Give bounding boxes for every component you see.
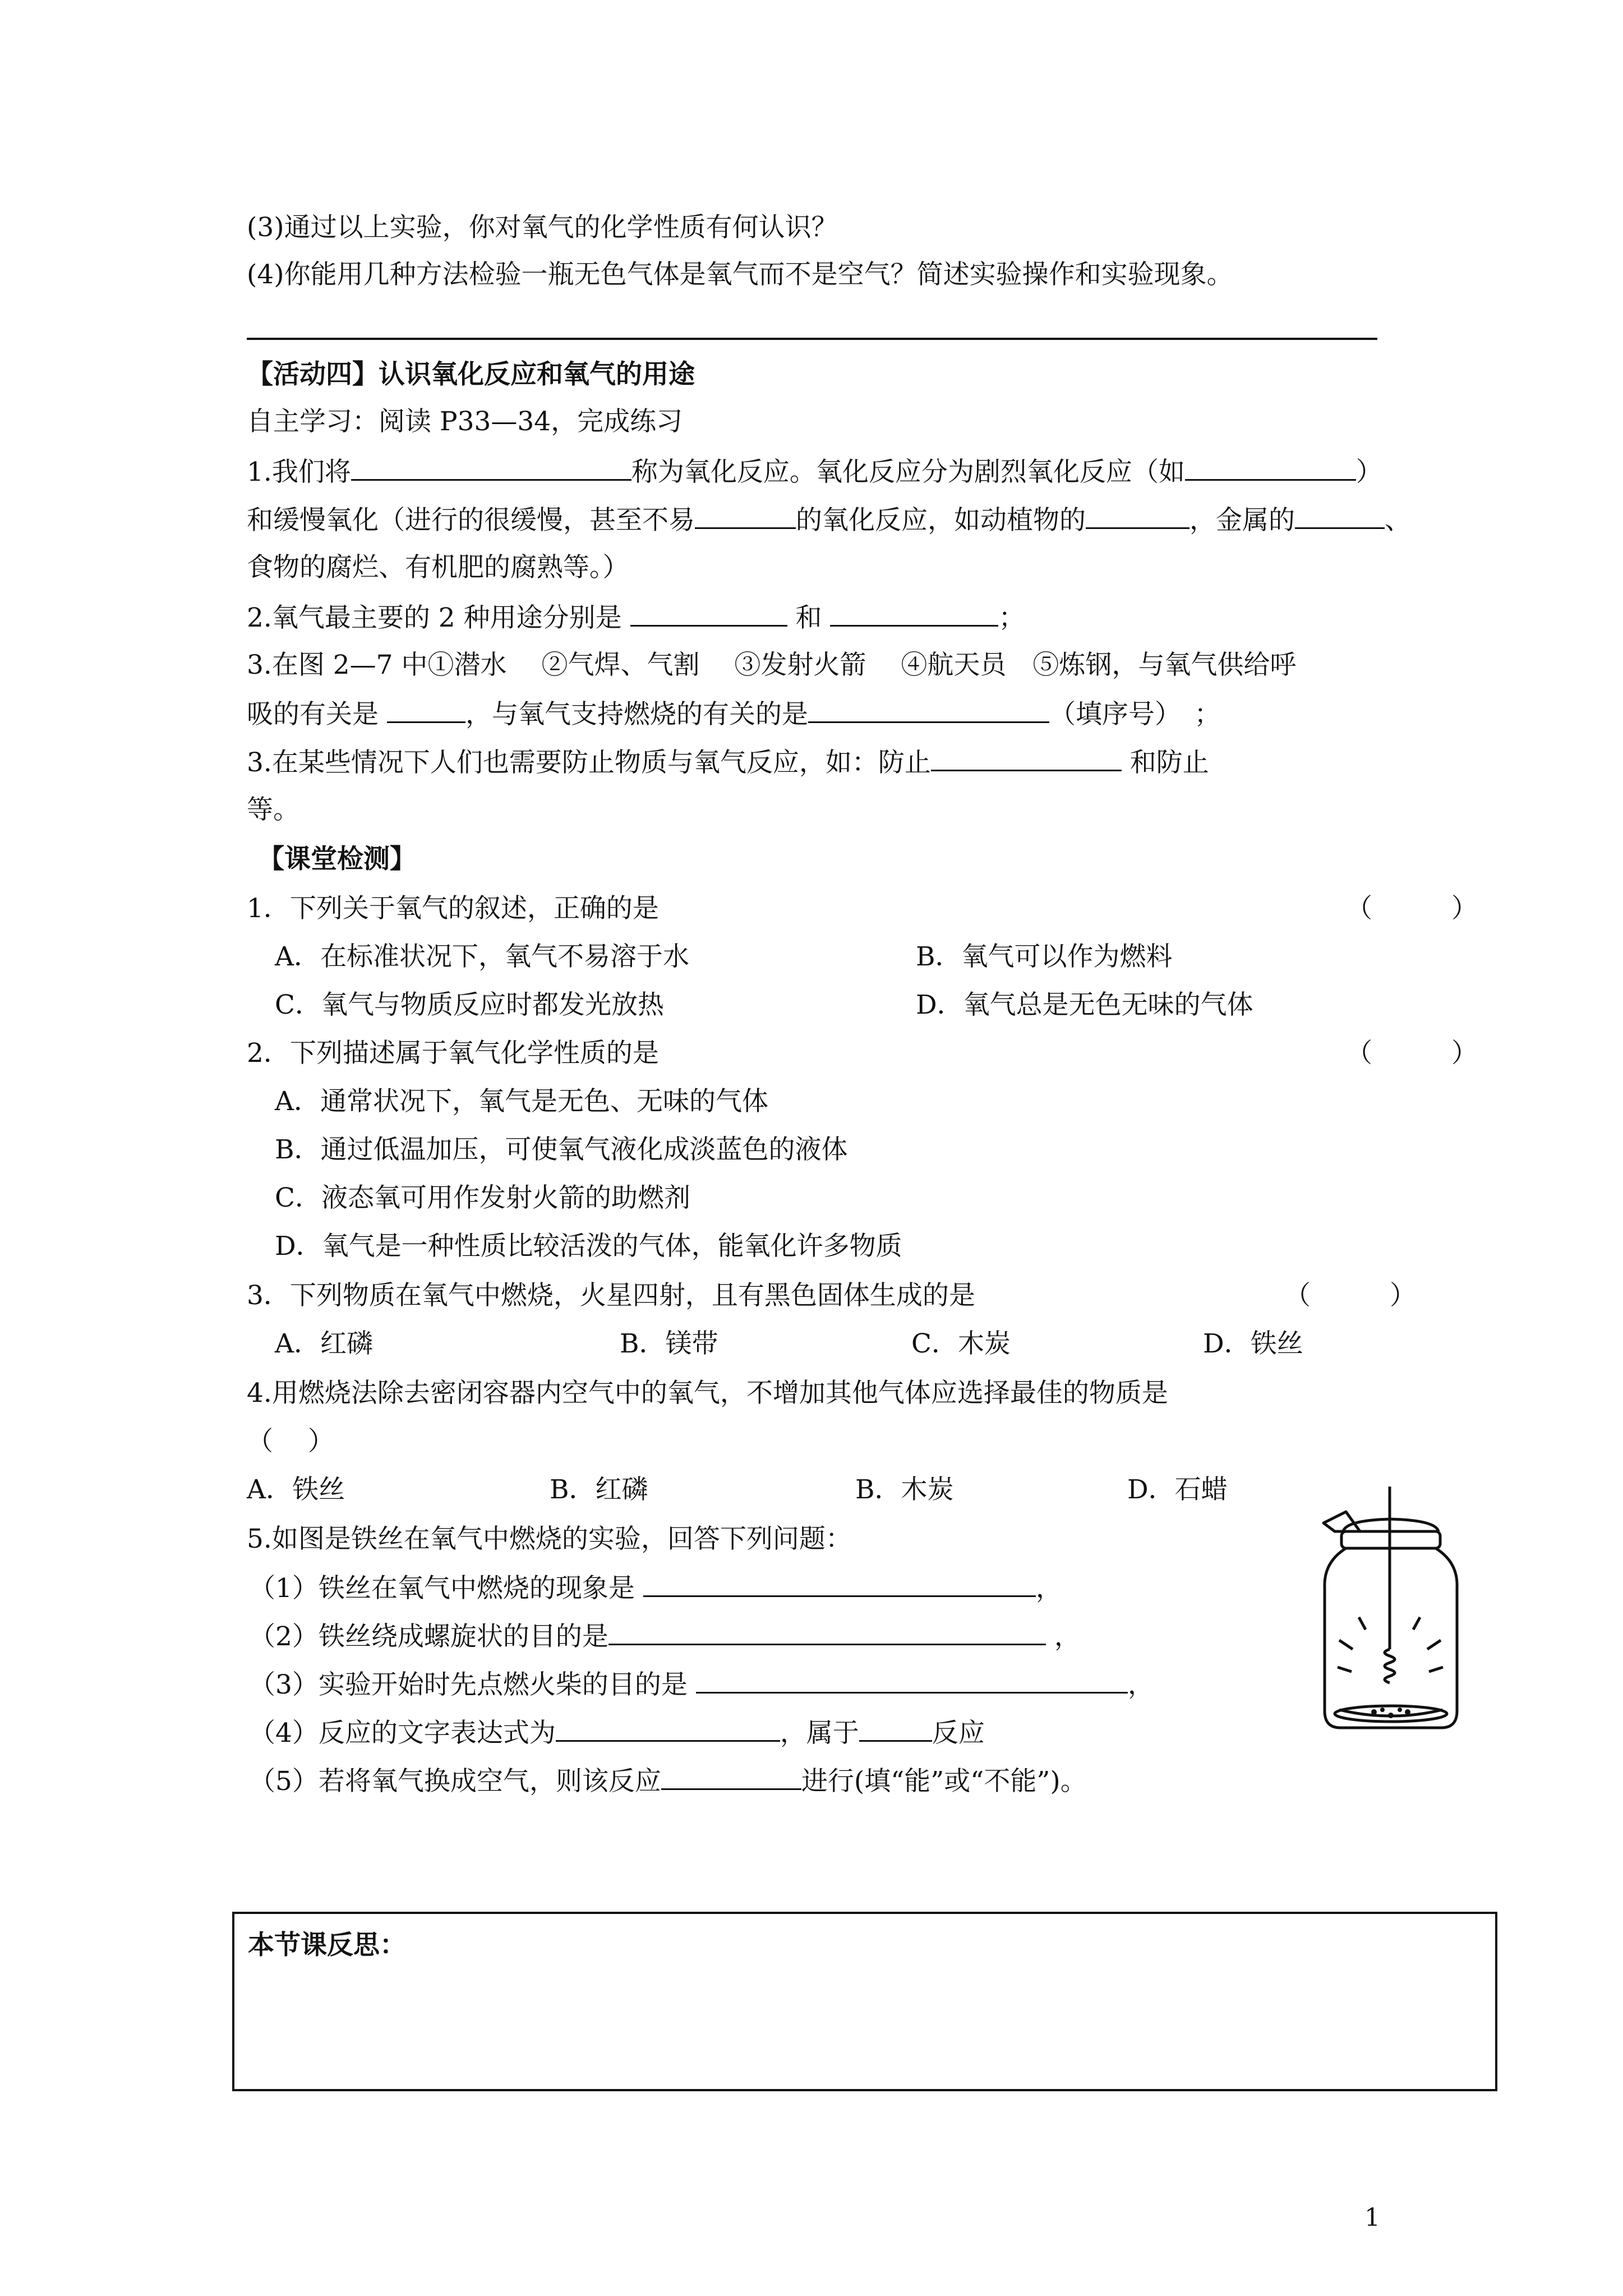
check-q1-option-c: C．氧气与物质反应时都发光放热	[275, 990, 664, 1020]
blank[interactable]	[556, 1715, 780, 1742]
text: 3.在某些情况下人们也需要防止物质与氧气反应，如：防止	[247, 747, 931, 778]
text: ；	[998, 602, 1025, 633]
exercise-4-line-2: 等。	[247, 794, 299, 825]
class-check-title: 【课堂检测】	[258, 844, 416, 875]
blank[interactable]	[1295, 503, 1385, 529]
text: 和缓慢氧化（进行的很缓慢，甚至不易	[247, 505, 695, 536]
blank[interactable]	[830, 600, 998, 627]
text: ，	[1054, 1621, 1081, 1652]
exercise-3-line-2	[247, 697, 1220, 731]
text: ，与氧气支持燃烧的有关的是	[465, 699, 808, 730]
blank[interactable]	[351, 454, 631, 481]
blank[interactable]	[859, 1715, 932, 1742]
check-q5-part-4	[249, 1715, 985, 1750]
check-q3-option-b: B．镁带	[620, 1328, 718, 1359]
text: ，	[1127, 1669, 1154, 1700]
blank[interactable]	[1086, 503, 1189, 529]
text: 反应	[932, 1718, 985, 1749]
reflection-title: 本节课反思：	[248, 1930, 406, 1961]
question-3: (3)通过以上实验，你对氧气的化学性质有何认识？	[247, 212, 838, 243]
check-q1-option-b: B．氧气可以作为燃料	[916, 941, 1173, 972]
text: 的氧化反应，如动植物的	[796, 505, 1086, 536]
blank[interactable]	[643, 1571, 1036, 1597]
text: （2）铁丝绕成螺旋状的目的是	[249, 1621, 608, 1652]
question-4: (4)你能用几种方法检验一瓶无色气体是氧气而不是空气？简述实验操作和实验现象。	[247, 259, 1233, 290]
blank[interactable]	[1185, 454, 1356, 481]
blank[interactable]	[661, 1764, 801, 1790]
check-q2-option-d: D．氧气是一种性质比较活泼的气体，能氧化许多物质	[275, 1231, 902, 1262]
blank[interactable]	[696, 1667, 1128, 1694]
text: （填序号） ；	[1049, 699, 1221, 730]
exercise-3-line-1: 3.在图 2—7 中①潜水 ②气焊、气割 ③发射火箭 ④航天员 ⑤炼钢，与氧气供给呼	[247, 650, 1297, 680]
check-q4-option-a: A．铁丝	[247, 1474, 345, 1505]
reflection-box[interactable]	[232, 1912, 1497, 2091]
blank[interactable]	[630, 600, 787, 627]
text: 进行(填“能”或“不能”)。	[801, 1766, 1087, 1797]
blank[interactable]	[931, 745, 1122, 771]
check-q5-part-2	[249, 1619, 1081, 1654]
check-q4: 4.用燃烧法除去密闭容器内空气中的氧气，不增加其他气体应选择最佳的物质是	[247, 1378, 1168, 1409]
answer-paren[interactable]: （ ）	[1284, 1280, 1416, 1311]
text: ，金属的	[1189, 505, 1295, 536]
blank[interactable]	[608, 1619, 1046, 1645]
text: （3）实验开始时先点燃火柴的目的是	[249, 1669, 688, 1700]
check-q5-part-1	[249, 1571, 1062, 1605]
text: （4）反应的文字表达式为	[249, 1718, 556, 1749]
answer-paren[interactable]: （ ）	[1346, 1038, 1478, 1069]
check-q3-option-a: A．红磷	[275, 1328, 373, 1359]
check-q3-option-d: D．铁丝	[1203, 1328, 1303, 1359]
check-q5-part-3	[249, 1667, 1154, 1702]
text: 2.氧气最主要的 2 种用途分别是	[247, 602, 622, 633]
check-q1-option-d: D．氧气总是无色无味的气体	[916, 990, 1253, 1020]
check-q2-option-c: C．液态氧可用作发射火箭的助燃剂	[275, 1182, 690, 1213]
exercise-1-line-1	[247, 454, 1382, 489]
answer-paren[interactable]: （ ）	[1346, 893, 1478, 924]
check-q1-option-a: A．在标准状况下，氧气不易溶于水	[275, 941, 689, 972]
exercise-4-line-1	[247, 745, 1209, 780]
text: 称为氧化反应。氧化反应分为剧烈氧化反应（如	[631, 457, 1185, 487]
page-number: 1	[1364, 2203, 1380, 2232]
text: 、	[1385, 505, 1411, 536]
blank[interactable]	[695, 503, 796, 529]
text: ）	[1355, 457, 1382, 487]
activity-4-title: 【活动四】认识氧化反应和氧气的用途	[247, 359, 695, 390]
text: （5）若将氧气换成空气，则该反应	[249, 1766, 661, 1797]
check-q5-part-5	[249, 1764, 1087, 1798]
exercise-1-line-2	[247, 503, 1411, 537]
self-study-line: 自主学习：阅读 P33—34，完成练习	[247, 406, 683, 437]
text: （1）铁丝在氧气中燃烧的现象是	[249, 1573, 635, 1604]
text: 吸的有关是	[247, 699, 379, 730]
text: ，属于	[780, 1718, 859, 1749]
check-q3: 3．下列物质在氧气中燃烧，火星四射，且有黑色固体生成的是	[247, 1280, 975, 1311]
answer-line	[247, 338, 1377, 340]
check-q2: 2．下列描述属于氧气化学性质的是	[247, 1038, 659, 1069]
check-q2-option-a: A．通常状况下，氧气是无色、无味的气体	[275, 1086, 768, 1117]
check-q4-option-d: D．石蜡	[1127, 1474, 1228, 1505]
check-q4-option-c: B．木炭	[855, 1474, 954, 1505]
exercise-1-line-3: 食物的腐烂、有机肥的腐熟等。）	[247, 552, 629, 583]
blank[interactable]	[387, 697, 465, 723]
text: 和	[795, 602, 822, 633]
check-q5: 5.如图是铁丝在氧气中燃烧的实验，回答下列问题：	[247, 1524, 852, 1554]
check-q2-option-b: B．通过低温加压，可使氧气液化成淡蓝色的液体	[275, 1134, 848, 1165]
text: 1.我们将	[247, 457, 351, 487]
answer-paren[interactable]: （ ）	[247, 1426, 334, 1457]
text: ，	[1035, 1573, 1062, 1604]
blank[interactable]	[808, 697, 1049, 723]
check-q3-option-c: C．木炭	[911, 1328, 1011, 1359]
exercise-2	[247, 600, 1025, 635]
text: 和防止	[1129, 747, 1209, 778]
check-q4-option-b: B．红磷	[550, 1474, 648, 1505]
check-q1: 1．下列关于氧气的叙述，正确的是	[247, 893, 659, 924]
iron-wire-combustion-figure	[1312, 1487, 1469, 1739]
